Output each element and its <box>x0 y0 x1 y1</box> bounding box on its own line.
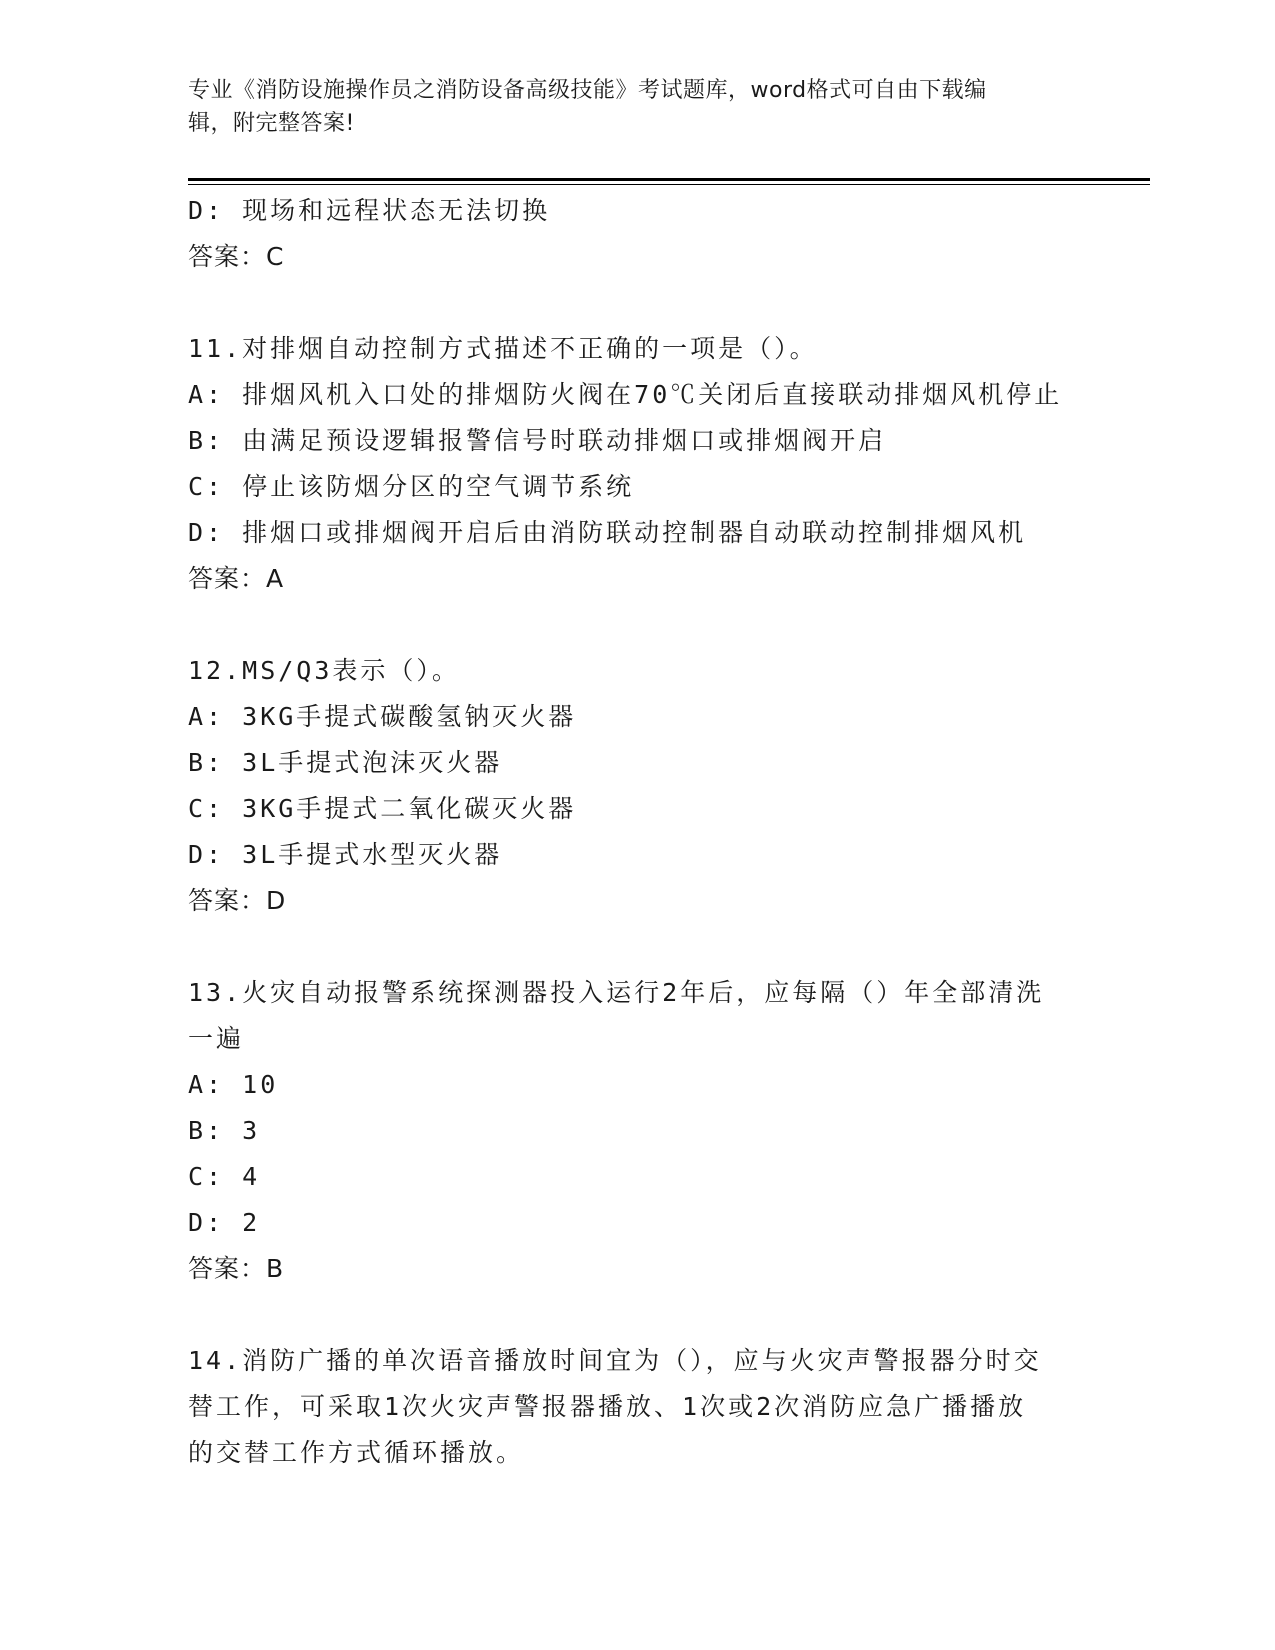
option-c: C: 4 <box>188 1162 261 1191</box>
option-d: D: 排烟口或排烟阀开启后由消防联动控制器自动联动控制排烟风机 <box>188 518 1027 547</box>
question-stem-line-1: 13.火灾自动报警系统探测器投入运行2年后，应每隔（）年全部清洗 <box>188 978 1045 1007</box>
option-c: C: 停止该防烟分区的空气调节系统 <box>188 472 635 501</box>
question-stem-line-1: 14.消防广播的单次语音播放时间宜为（），应与火灾声警报器分时交 <box>188 1346 1042 1375</box>
option-d: D: 3L手提式水型灭火器 <box>188 840 503 869</box>
answer-line: 答案：D <box>188 886 287 915</box>
question-stem-line-3: 的交替工作方式循环播放。 <box>188 1438 525 1467</box>
answer-line: 答案：B <box>188 1254 285 1283</box>
question-13 <box>188 970 1088 1292</box>
question-11 <box>188 326 1088 602</box>
option-a: A: 3KG手提式碳酸氢钠灭火器 <box>188 702 577 731</box>
question-stem-line-2: 一遍 <box>188 1024 245 1053</box>
option-b: B: 由满足预设逻辑报警信号时联动排烟口或排烟阀开启 <box>188 426 887 455</box>
previous-question-tail <box>188 188 1088 280</box>
header-line-1: 专业《消防设施操作员之消防设备高级技能》考试题库，word格式可自由下载编 <box>188 78 987 103</box>
header-divider-thick <box>188 178 1150 181</box>
question-stem: 11.对排烟自动控制方式描述不正确的一项是（）。 <box>188 334 818 363</box>
answer-line: 答案：C <box>188 242 285 271</box>
option-c: C: 3KG手提式二氧化碳灭火器 <box>188 794 577 823</box>
question-14 <box>188 1338 1088 1476</box>
question-content <box>188 188 1088 1476</box>
option-a: A: 10 <box>188 1070 279 1099</box>
question-stem-line-2: 替工作，可采取1次火灾声警报器播放、1次或2次消防应急广播播放 <box>188 1392 1027 1421</box>
header-line-2: 辑，附完整答案! <box>188 111 355 136</box>
option-d: D: 2 <box>188 1208 261 1237</box>
answer-line: 答案：A <box>188 564 285 593</box>
header-divider-thin <box>188 184 1150 185</box>
option-b: B: 3 <box>188 1116 261 1145</box>
question-12 <box>188 648 1088 924</box>
option-d: D: 现场和远程状态无法切换 <box>188 196 551 225</box>
option-b: B: 3L手提式泡沫灭火器 <box>188 748 503 777</box>
document-header <box>188 74 1068 140</box>
question-stem: 12.MS/Q3表示（）。 <box>188 656 460 685</box>
option-a: A: 排烟风机入口处的排烟防火阀在70℃关闭后直接联动排烟风机停止 <box>188 380 1063 409</box>
